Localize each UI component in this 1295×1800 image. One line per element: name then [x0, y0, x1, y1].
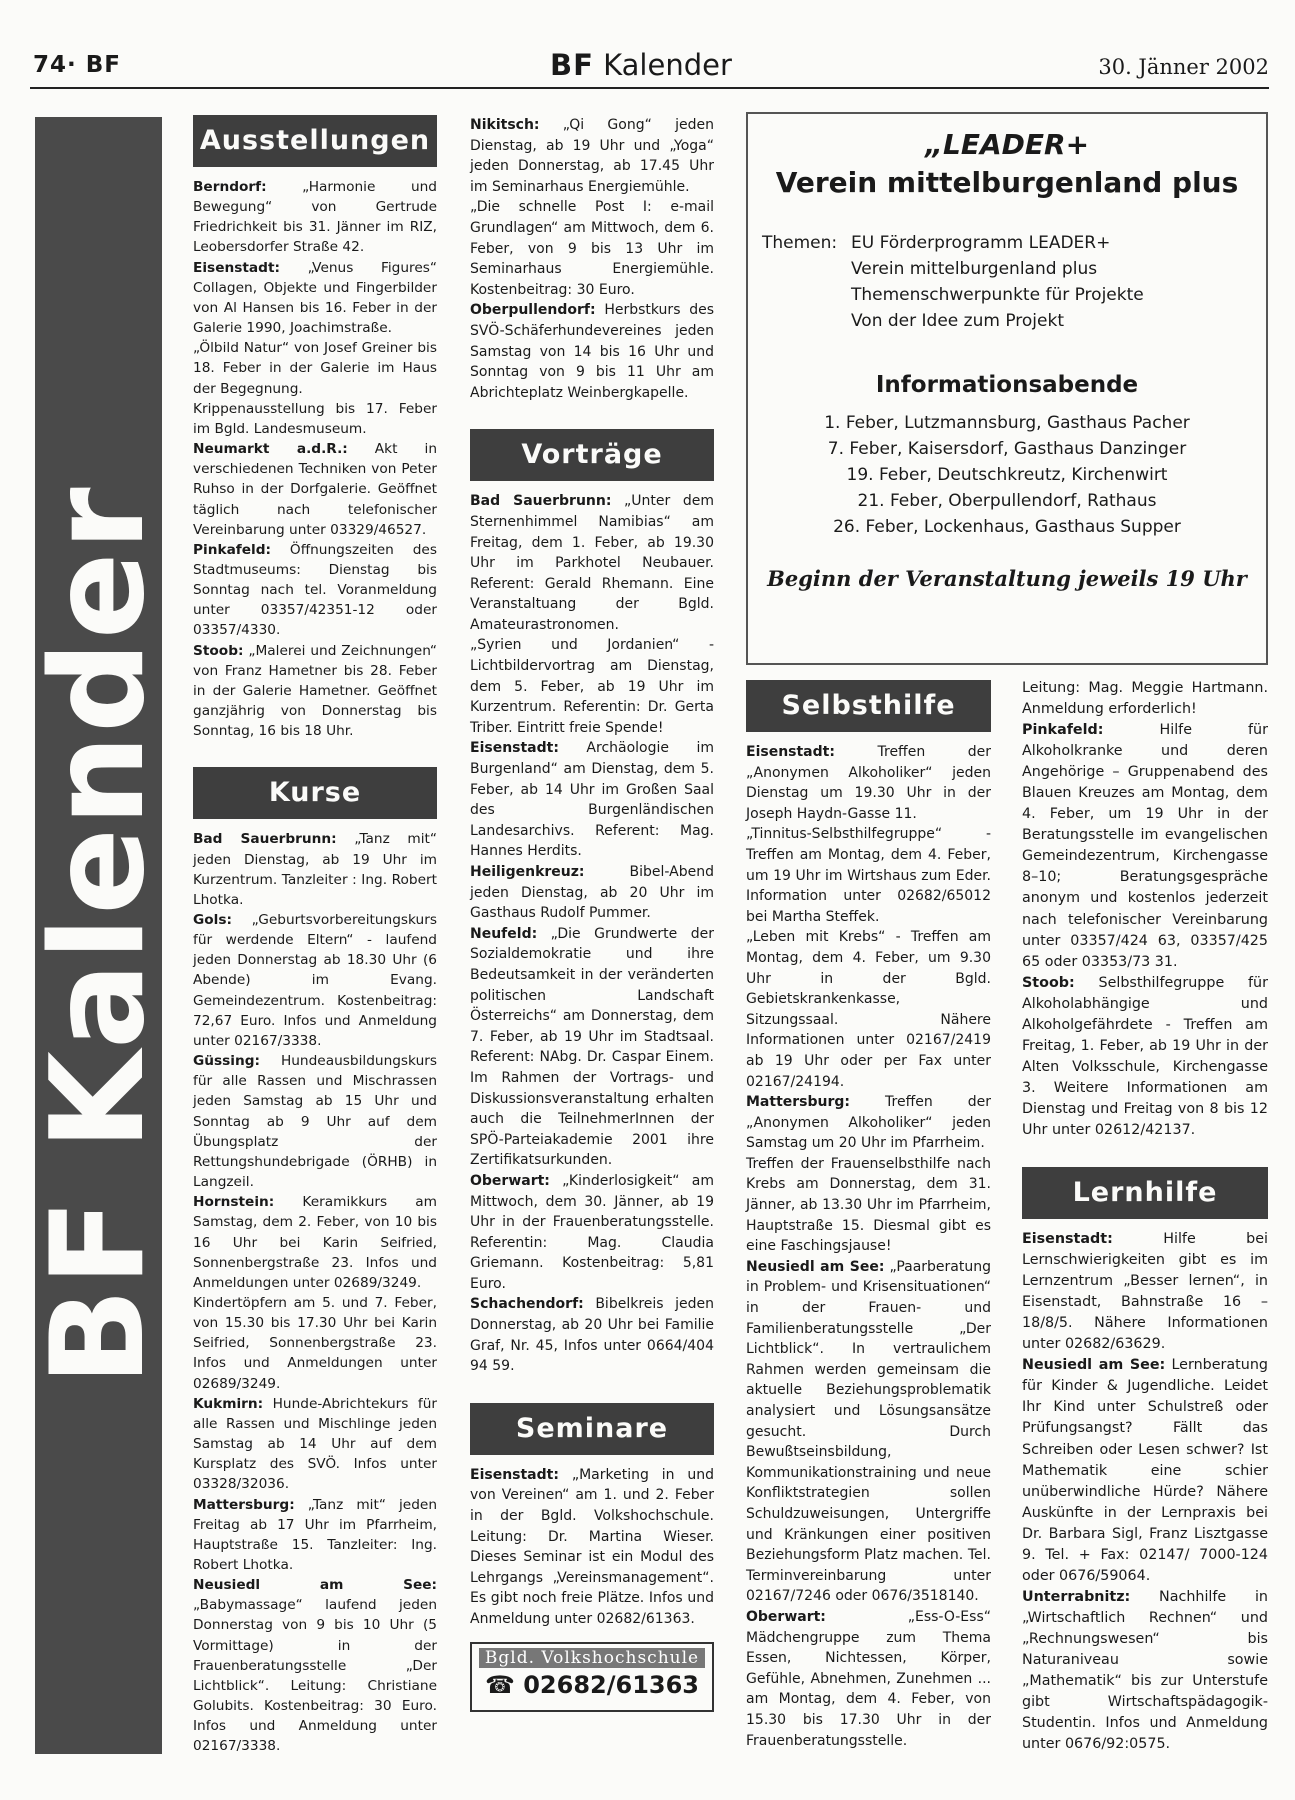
entry — [193, 910, 437, 1051]
entry — [193, 399, 437, 439]
entry — [470, 635, 714, 738]
entry-place: Güssing: — [193, 1053, 260, 1070]
entry — [746, 824, 991, 927]
entry-text: „Leben mit Krebs“ - Treffen am Montag, dem 4. Feber, um 9.30 Uhr in der Bgld. Gebietskrankenkasse, Sitzungssaal. Nähere Informationen unter 02167/2419 ab 19 Uhr oder per Fax unter 02167/24194. — [746, 929, 991, 1090]
entry-place: Schachendorf: — [470, 1296, 584, 1313]
entry-text: Keramikkurs am Samstag, dem 2. Feber, von 10 bis 16 Uhr bei Karin Seifried, Sonnenbergstraße 23. Infos und Anmeldungen unter 02689/3249. — [193, 1194, 437, 1291]
entry-place: Eisenstadt: — [193, 259, 280, 276]
theme-item: Themenschwerpunkte für Projekte — [851, 285, 1144, 305]
entry-place: Kukmirn: — [193, 1395, 264, 1412]
entry — [193, 439, 437, 540]
entry-place: Heiligenkreuz: — [470, 864, 585, 880]
entry-text: „Ölbild Natur“ von Josef Greiner bis 18. Feber in der Galerie im Haus der Begegnung. — [193, 340, 437, 397]
section-title-selbsthilfe: Selbsthilfe — [746, 680, 991, 732]
entry-place: Bad Sauerbrunn: — [470, 493, 612, 510]
entry — [1022, 973, 1268, 1141]
entry-text: „Paarberatung in Problem- und Krisensituationen“ in der Frauen- und Familienberatungsstelle „Der Lichtblick“. In vertraulichem Rahmen werden gemeinsam die aktuelle Beziehungsproblematik analysiert und Lösungsansätze gesucht. Durch Bewußtseinsbildung, Kommunikationstraining und neue Konfliktstrategien sollen Schuldzuweisungen, Untergriffe und Kränkungen einer positiven Beziehungsform Platz machen. Tel. Terminvereinbarung unter 02167/7246 oder 0676/3518140. — [746, 1258, 991, 1605]
column-1 — [193, 115, 437, 1757]
entry-place: Bad Sauerbrunn: — [193, 831, 337, 848]
entry-text: Bibel-Abend jeden Dienstag, ab 20 Uhr im Gasthaus Rudolf Pummer. — [470, 864, 714, 922]
entry-place: Pinkafeld: — [193, 541, 272, 558]
entry — [193, 177, 437, 258]
entry — [746, 742, 991, 824]
section-title-seminare: Seminare — [470, 1403, 714, 1455]
entry — [470, 300, 714, 403]
leader-title-line2: Verein mittelburgenland plus — [775, 166, 1239, 199]
entry-text: Treffen der „Anonymen Alkoholiker“ jeden Samstag um 20 Uhr im Pfarrheim. — [746, 1094, 991, 1152]
section-title-vortraege: Vorträge — [470, 429, 714, 481]
theme-item: EU Förderprogramm LEADER+ — [851, 233, 1111, 253]
issue-date: 30. Jänner 2002 — [1098, 55, 1269, 79]
entry-text: „Qi Gong“ jeden Dienstag, ab 19 Uhr und „Yoga“ jeden Donnerstag, ab 17.45 Uhr im Seminarhaus Energiemühle. — [470, 117, 714, 195]
entry-text: Archäologie im Burgenland“ am Dienstag, dem 5. Feber, ab 14 Uhr im Großen Saal des Burgenländischen Landesarchivs. Referent: Mag. Hannes Herdits. — [470, 740, 714, 860]
entry — [1022, 1587, 1268, 1755]
entry-text: Herbstkurs des SVÖ-Schäferhundevereines jeden Samstag von 14 bis 16 Uhr und Sonntag von 9 bis 11 Uhr am Abrichteplatz Weinbergkapelle. — [470, 302, 714, 401]
leader-themes — [762, 230, 1266, 334]
entry — [193, 1192, 437, 1293]
info-evenings-title: Informationsabende — [875, 372, 1139, 398]
entry — [193, 540, 437, 641]
entry-text: „Ess-O-Ess“ Mädchengruppe zum Thema Essen, Nichtessen, Körper, Gefühle, Abnehmen, Zunehmen ... am Montag, dem 4. Feber, von 15.30 bis 17.30 Uhr in der Frauenberatungsstelle. — [746, 1608, 991, 1749]
seminare-list — [470, 1465, 714, 1630]
kurse-cont-list — [470, 115, 714, 403]
entry-place: Eisenstadt: — [746, 744, 835, 760]
date-item: 21. Feber, Oberpullendorf, Rathaus — [857, 491, 1157, 511]
date-item: 26. Feber, Lockenhaus, Gasthaus Supper — [833, 517, 1181, 537]
vhs-phone: ☎ 02682/61363 — [484, 1671, 699, 1700]
entry — [1022, 1229, 1268, 1355]
entry — [193, 338, 437, 398]
entry-place: Eisenstadt: — [470, 1466, 559, 1483]
entry-place: Stoob: — [1022, 974, 1075, 991]
themes-list — [851, 230, 1144, 334]
entry-text: „Die schnelle Post I: e-mail Grundlagen“ am Mittwoch, dem 6. Feber, von 9 bis 13 Uhr im Seminarhaus Energiemühle. Kostenbeitrag: 30 Euro. — [470, 199, 714, 298]
entry — [193, 1394, 437, 1495]
entry-place: Neusiedl am See: — [193, 1577, 437, 1594]
entry — [470, 115, 714, 197]
lernhilfe-list — [1022, 1229, 1268, 1755]
entry-place: Neumarkt a.d.R.: — [193, 441, 348, 458]
entry — [193, 829, 437, 910]
leader-title — [748, 126, 1266, 202]
entry-text: „Venus Figures“ Collagen, Objekte und Fingerbilder von Al Hansen bis 16. Feber in der Galerie 1990, Joachimstraße. — [193, 259, 437, 337]
entry — [746, 1092, 991, 1154]
entry-place: Neufeld: — [470, 925, 538, 942]
entry — [470, 924, 714, 1171]
entry-text: „Tanz mit“ jeden Freitag ab 17 Uhr im Pfarrheim, Hauptstraße 15. Tanzleiter: Ing. Robert Lhotka. — [193, 1496, 437, 1573]
entry-text: Akt in verschiedenen Techniken von Peter Ruhso in der Dorfgalerie. Geöffnet täglich nach telefonischer Vereinbarung unter 03329/46527. — [193, 441, 437, 538]
entry-place: Oberwart: — [746, 1608, 826, 1625]
entry-text: Lernberatung für Kinder & Jugendliche. Leidet Ihr Kind unter Schulstreß oder Prüfungsangst? Fällt das Schreiben oder Lesen schwer? Ist Mathematik eine schier unüberwindliche Hürde? Nähere Auskünfte in der Lernpraxis bei Dr. Barbara Sigl, Franz Lisztgasse 9. Tel. + Fax: 02147/ 7000-124 oder 0676/59064. — [1022, 1357, 1268, 1584]
entry-place: Eisenstadt: — [470, 740, 559, 757]
entry-place: Oberpullendorf: — [470, 302, 596, 319]
ausstellungen-list — [193, 177, 437, 741]
sidebar-banner — [24, 117, 173, 1754]
entry-text: Bibelkreis jeden Donnerstag, ab 20 Uhr bei Familie Graf, Nr. 45, Infos unter 0664/404 94 59. — [470, 1296, 714, 1375]
entry-place: Berndorf: — [193, 179, 267, 195]
entry-text: „Geburtsvorbereitungskurs für werdende Eltern“ - laufend jeden Donnerstag ab 18.30 Uhr (6 Abende) im Evang. Gemeindezentrum. Kostenbeitrag: 72,67 Euro. Infos und Anmeldung unter 02167/3338. — [193, 912, 437, 1049]
entry-place: Neusiedl am See: — [1022, 1357, 1166, 1374]
theme-item: Verein mittelburgenland plus — [851, 259, 1098, 279]
section-title-kurse: Kurse — [193, 767, 437, 819]
entry — [470, 1465, 714, 1630]
entry-text: „Syrien und Jordanien“ - Lichtbildervortrag am Dienstag, dem 5. Feber, ab 19 Uhr im Kurzentrum. Referentin: Dr. Gerta Triber. Eintritt freie Spende! — [470, 637, 714, 736]
entry-place: Hornstein: — [193, 1194, 275, 1211]
entry-place: Oberwart: — [470, 1172, 550, 1189]
entry-place: Eisenstadt: — [1022, 1231, 1113, 1248]
entry — [193, 258, 437, 339]
entry-text: Öffnungszeiten des Stadtmuseums: Dienstag bis Sonntag nach tel. Voranmeldung unter 03357/42351-12 oder 03357/4330. — [193, 541, 437, 639]
entry-text: „Marketing in und von Vereinen“ am 1. und 2. Feber in der Bgld. Volkshochschule. Leitung: Dr. Martina Wieser. Dieses Seminar ist ein Modul des Lehrgangs „Vereinsmanagement“. Es gibt noch freie Plätze. Infos und Anmeldung unter 02682/61363. — [470, 1466, 714, 1627]
selbsthilfe-cont-list — [1022, 678, 1268, 1141]
section-title-lernhilfe: Lernhilfe — [1022, 1167, 1268, 1219]
entry — [1022, 720, 1268, 973]
column-3 — [746, 680, 991, 1751]
entry-text: Treffen der Frauenselbsthilfe nach Krebs am Donnerstag, dem 31. Jänner, ab 13.30 Uhr im Pfarrheim, Hauptstraße 15. Diesmal gibt es eine Faschingsjause! — [746, 1155, 991, 1255]
entry-text: Selbsthilfegruppe für Alkoholabhängige und Alkoholgefährdete - Treffen am Freitag, 1. Feber, ab 19 Uhr in der Alten Volksschule, Kirchengasse 3. Weitere Informationen am Dienstag und Freitag von 8 bis 12 Uhr unter 02612/42137. — [1022, 974, 1268, 1138]
entry-text: „Unter dem Sternenhimmel Namibias“ am Freitag, dem 1. Feber, ab 19.30 Uhr im Parkhotel Neubauer. Referent: Gerald Rhemann. Eine Veranstaltuang der Bgld. Amateurastronomen. — [470, 493, 714, 633]
date-item: 1. Feber, Lutzmannsburg, Gasthaus Pacher — [824, 413, 1190, 433]
entry-text: Treffen der „Anonymen Alkoholiker“ jeden Dienstag um 19.30 Uhr in der Joseph Haydn-Gasse 11. — [746, 744, 991, 822]
entry-text: „Die Grundwerte der Sozialdemokratie und ihre Bedeutsamkeit in der veränderten politischen Landschaft Österreichs“ am Donnerstag, dem 7. Feber, ab 19 Uhr im Stadtsaal. Referent: NAbg. Dr. Caspar Einem. Im Rahmen der Vortrags- und Diskussionsveranstaltung erhalten auch die TeilnehmerInnen der SPÖ-Parteiakademie 2001 ihre Zertifikatsurkunden. — [470, 925, 714, 1169]
entry-text: „Kinderlosigkeit“ am Mittwoch, dem 30. Jänner, ab 19 Uhr in der Frauenberatungsstelle. Referentin: Mag. Claudia Griemann. Kostenbeitrag: 5,81 Euro. — [470, 1172, 714, 1292]
entry-text: „Malerei und Zeichnungen“ von Franz Hametner bis 28. Feber in der Galerie Hametner. Geöffnet ganzjährig von Donnerstag bis Sonntag, 16 bis 18 Uhr. — [193, 642, 437, 740]
vhs-name: Bgld. Volkshochschule — [479, 1648, 705, 1669]
entry-text: „Tinnitus-Selbsthilfegruppe“ - Treffen am Montag, dem 4. Feber, um 19 Uhr im Wirtshaus zum Eder. Information unter 02682/65012 bei Martha Steffek. — [746, 826, 991, 925]
entry — [746, 1257, 991, 1607]
info-dates — [748, 410, 1266, 540]
leader-title-line1: „LEADER+ — [924, 128, 1090, 161]
vortraege-list — [470, 491, 714, 1377]
selbsthilfe-list — [746, 742, 991, 1751]
entry-place: Mattersburg: — [746, 1094, 851, 1111]
sidebar-label: BF Kalender — [24, 485, 173, 1386]
page-title — [550, 48, 732, 82]
entry-text: „Harmonie und Bewegung“ von Gertrude Friedrichkeit bis 31. Jänner im RIZ, Leobersdorfer Straße 42. — [193, 179, 437, 256]
entry-place: Unterrabnitz: — [1022, 1588, 1131, 1605]
vhs-box — [470, 1642, 714, 1712]
entry — [193, 1293, 437, 1394]
entry-text: Hundeausbildungskurs für alle Rassen und Mischrassen jeden Samstag ab 15 Uhr und Sonntag ab 9 Uhr auf dem Übungsplatz der Rettungshundebrigade (ÖRHB) in Langzeil. — [193, 1053, 437, 1191]
leader-ad-box — [746, 112, 1268, 665]
theme-item: Von der Idee zum Projekt — [851, 311, 1064, 331]
entry — [1022, 1355, 1268, 1587]
entry — [470, 738, 714, 862]
column-4 — [1022, 678, 1268, 1755]
column-2 — [470, 115, 714, 1712]
kurse-list — [193, 829, 437, 1756]
entry-text: Hilfe für Alkoholkranke und deren Angehörige – Gruppenabend des Blauen Kreuzes am Montag, dem 4. Feber, um 19 Uhr in der Beratungsstelle im evangelischen Gemeindezentrum, Kirchengasse 8–10; Beratungsgespräche anonym und kostenlos jederzeit nach telefonischer Vereinbarung unter 03357/424 63, 03357/425 65 oder 03353/73 31. — [1022, 722, 1268, 970]
entry-text: Kindertöpfern am 5. und 7. Feber, von 15.30 bis 17.30 Uhr bei Karin Seifried, Sonnenbergstraße 23. Infos und Anmeldungen unter 02689/3249. — [193, 1294, 437, 1392]
entry — [193, 641, 437, 742]
entry — [746, 927, 991, 1092]
entry — [746, 1607, 991, 1751]
date-item: 19. Feber, Deutschkreutz, Kirchenwirt — [846, 465, 1168, 485]
entry-text: Hilfe bei Lernschwierigkeiten gibt es im Lernzentrum „Besser lernen“, in Eisenstadt, Bahnstraße 16 – 18/8/5. Nähere Informationen unter 02682/63629. — [1022, 1231, 1268, 1353]
entry — [193, 1051, 437, 1192]
entry — [470, 862, 714, 924]
date-item: 7. Feber, Kaisersdorf, Gasthaus Danzinger — [827, 439, 1187, 459]
section-title-ausstellungen: Ausstellungen — [193, 115, 437, 167]
entry — [746, 1154, 991, 1257]
title-word: Kalender — [593, 48, 732, 82]
entry-text: Hunde-Abrichtekurs für alle Rassen und Mischlinge jeden Samstag ab 14 Uhr auf dem Kursplatz des SVÖ. Infos unter 03328/32036. — [193, 1395, 437, 1493]
start-time-note: Beginn der Veranstaltung jeweils 19 Uhr — [767, 566, 1247, 591]
entry-place: Nikitsch: — [470, 117, 540, 133]
entry — [193, 1495, 437, 1576]
entry-place: Pinkafeld: — [1022, 722, 1104, 739]
themes-label: Themen: — [762, 233, 838, 253]
entry-place: Mattersburg: — [193, 1496, 295, 1513]
entry-text: „Babymassage“ laufend jeden Donnerstag von 9 bis 10 Uhr (5 Vormittage) in der Frauenberatungsstelle „Der Lichtblick“. Leitung: Christiane Golubits. Kostenbeitrag: 30 Euro. Infos und Anmeldung unter 02167/3338. — [193, 1597, 437, 1755]
header-rule — [30, 87, 1269, 89]
entry — [470, 1294, 714, 1376]
entry-text: Nachhilfe in „Wirtschaftlich Rechnen“ und „Rechnungswesen“ bis Naturaniveau sowie „Mathematik“ bis zur Unterstufe gibt Wirtschaftspädagogik-Studentin. Infos und Anmeldung unter 0676/92:0575. — [1022, 1588, 1268, 1753]
entry-text: Krippenausstellung bis 17. Feber im Bgld. Landesmuseum. — [193, 400, 437, 437]
entry — [1022, 678, 1268, 720]
entry-place: Neusiedl am See: — [746, 1258, 885, 1275]
entry — [470, 1171, 714, 1295]
entry — [470, 197, 714, 300]
entry-text: Leitung: Mag. Meggie Hartmann. Anmeldung erforderlich! — [1022, 680, 1268, 718]
entry-place: Gols: — [193, 912, 232, 928]
title-brand: BF — [550, 48, 594, 82]
page-number: 74· BF — [33, 52, 121, 78]
entry-place: Stoob: — [193, 642, 244, 659]
entry — [193, 1575, 437, 1756]
entry — [470, 491, 714, 635]
entry-text: „Tanz mit“ jeden Dienstag, ab 19 Uhr im Kurzentrum. Tanzleiter : Ing. Robert Lhotka. — [193, 831, 437, 908]
